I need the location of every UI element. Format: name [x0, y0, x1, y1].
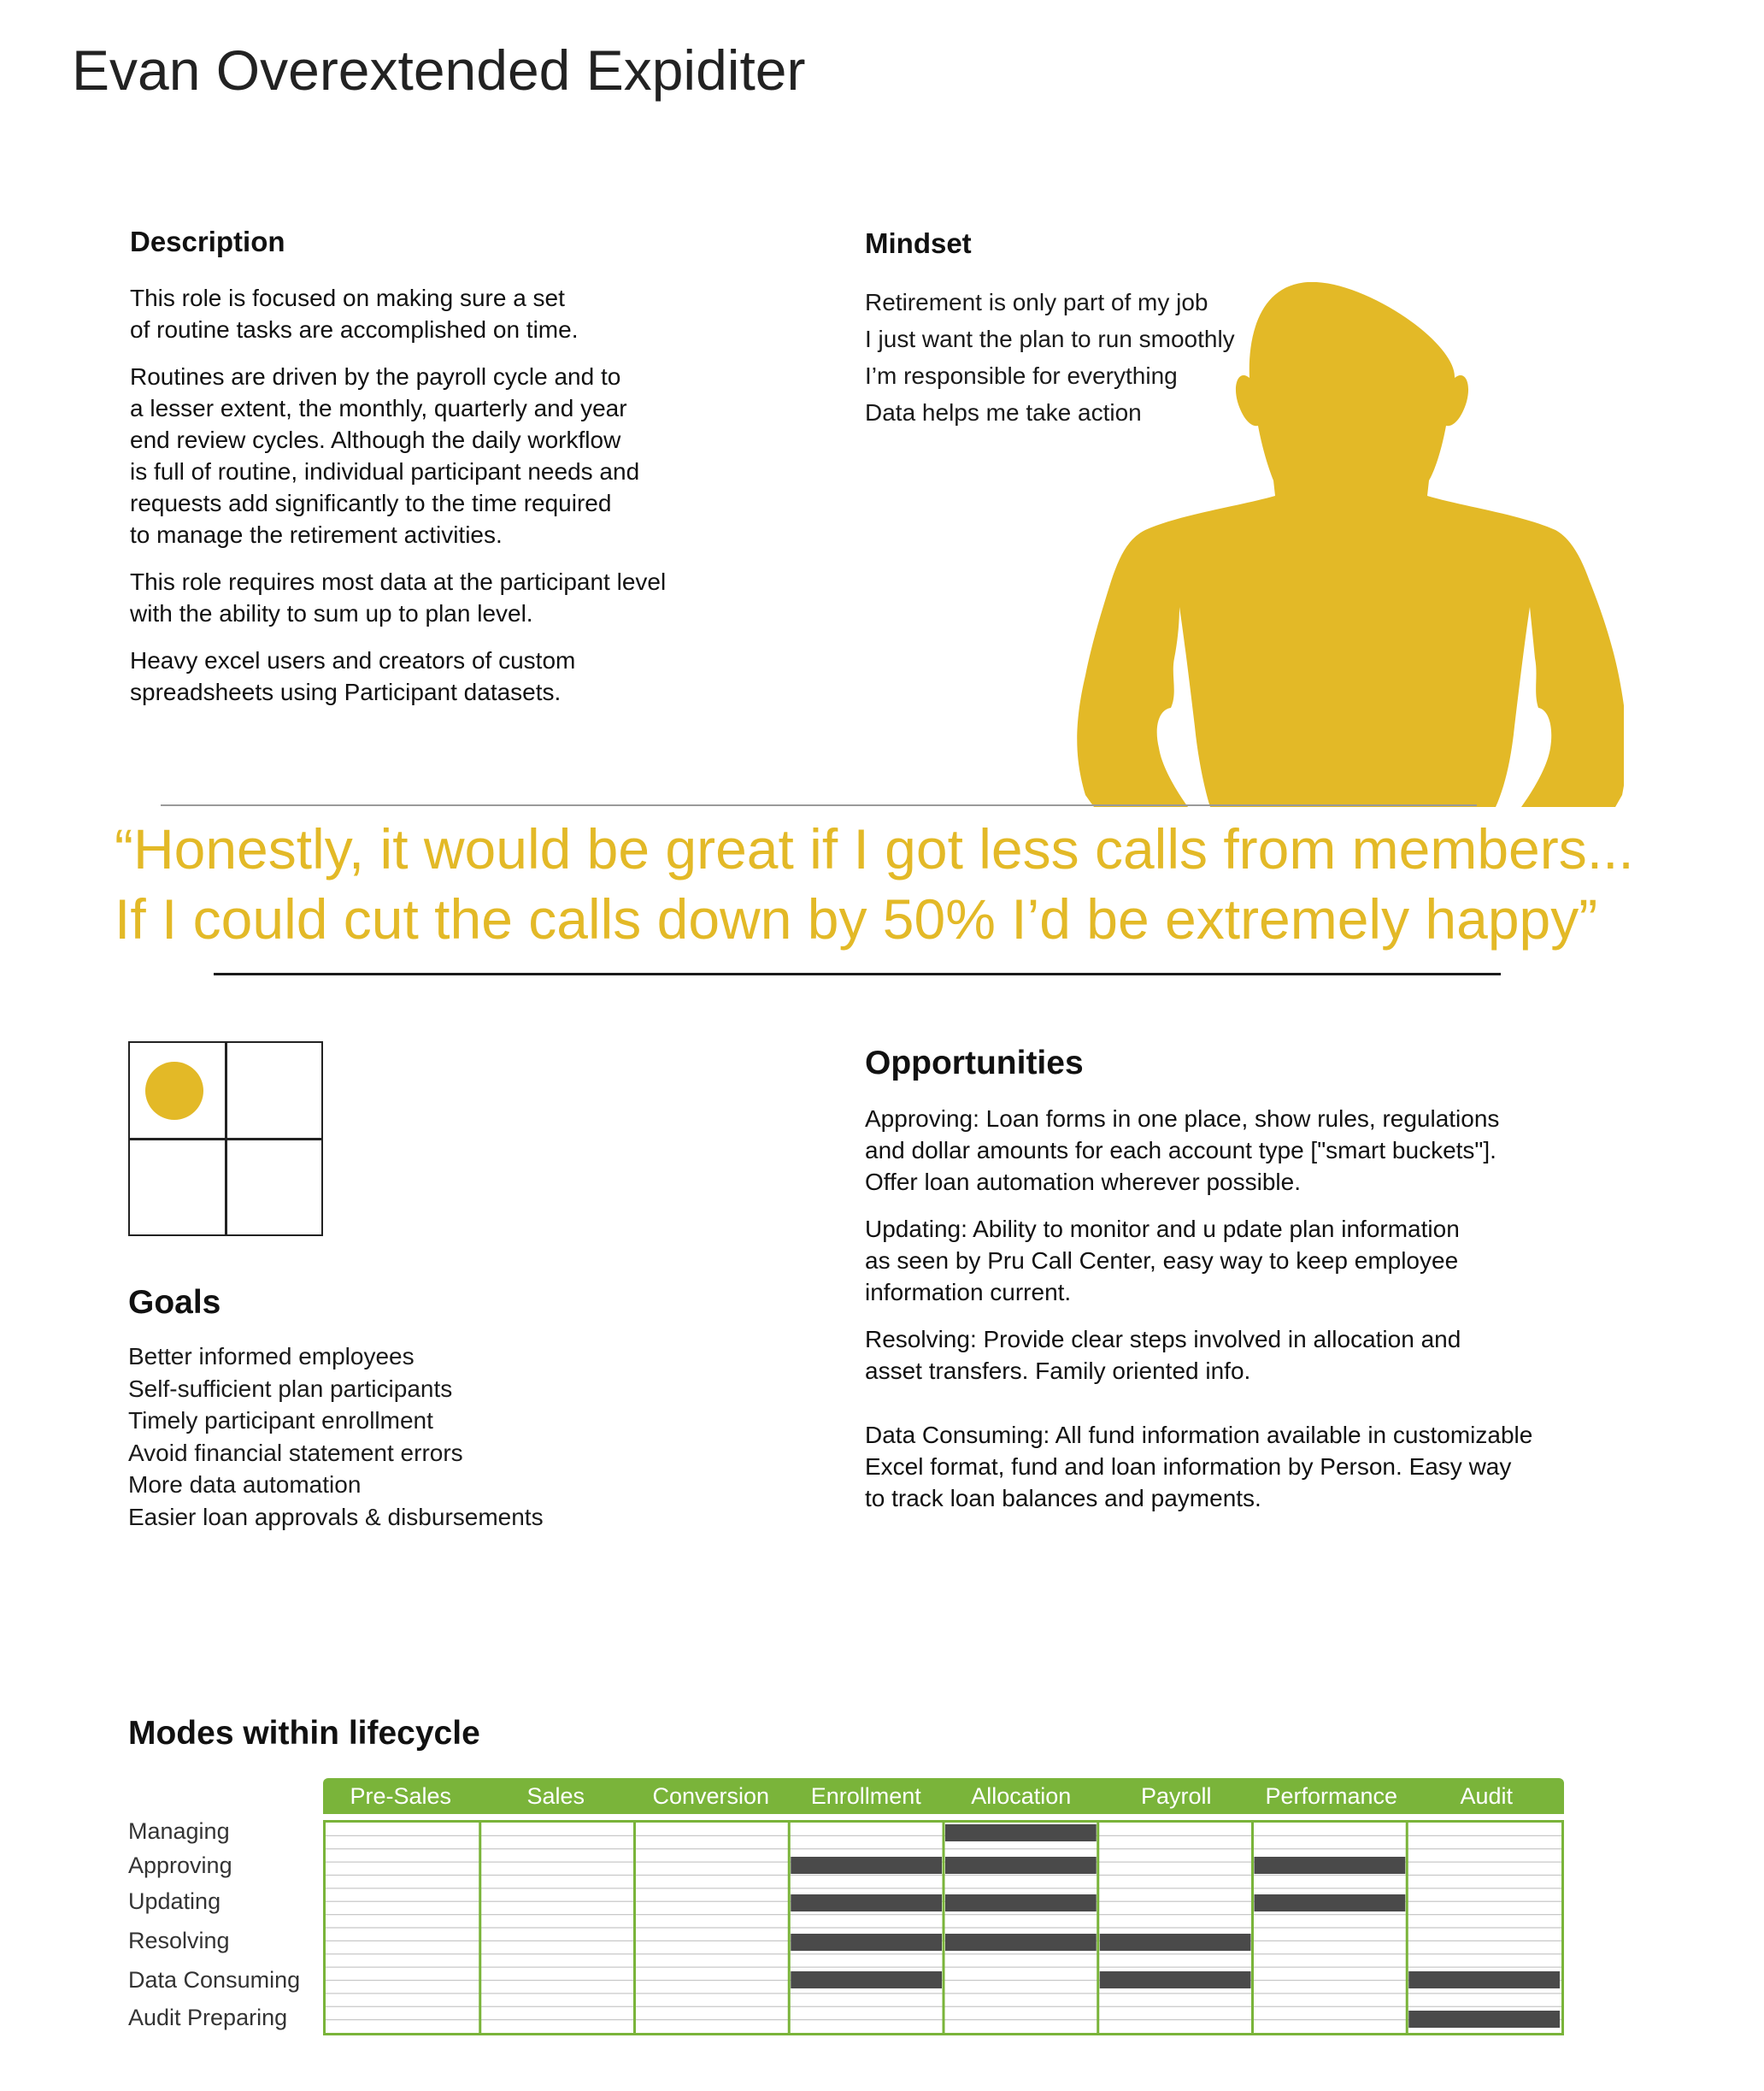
mindset-item: I’m responsible for everything — [865, 362, 1178, 389]
quadrant-marker-dot — [145, 1062, 203, 1120]
mindset-item: I just want the plan to run smoothly — [865, 326, 1235, 352]
mode-activity-bar — [945, 1894, 1097, 1911]
mode-label: Resolving — [128, 1928, 230, 1953]
page-title: Evan Overextended Expiditer — [72, 38, 806, 102]
mode-activity-bar — [791, 1934, 942, 1951]
stage-label: Pre-Sales — [350, 1783, 452, 1809]
mode-activity-bar — [1255, 1894, 1406, 1911]
mode-activity-bar — [945, 1857, 1097, 1874]
stage-label: Conversion — [652, 1783, 770, 1809]
modes-heading: Modes within lifecycle — [128, 1715, 480, 1752]
mode-activity-bar — [1408, 2011, 1560, 2028]
description-paragraph: This role is focused on making sure a set of routine tasks are accomplished on time. — [130, 285, 579, 343]
opportunity-paragraph: Approving: Loan forms in one place, show rules, regulations and dollar amounts for each account type ["smart buckets"]. Offer loan automation wherever possible. — [865, 1105, 1500, 1195]
opportunity-paragraph: Resolving: Provide clear steps involved in allocation and asset transfers. Family oriented info. — [865, 1326, 1461, 1384]
mode-activity-bar — [791, 1971, 942, 1988]
mode-label: Data Consuming — [128, 1967, 301, 1993]
mode-activity-bar — [945, 1824, 1097, 1841]
mode-label: Audit Preparing — [128, 2005, 288, 2030]
goal-item: Better informed employees — [128, 1343, 415, 1369]
description-paragraph: Routines are driven by the payroll cycle and to a lesser extent, the monthly, quarterly and year end review cycles. Although the daily workflow is full of routine, individual participant needs and requests add significantly to the time required to manage the retirement activities. — [130, 363, 640, 548]
opportunity-paragraph: Updating: Ability to monitor and u pdate plan information as seen by Pru Call Center, easy way to keep employee information current. — [865, 1216, 1460, 1305]
quote-divider-bottom — [214, 973, 1501, 975]
description-heading: Description — [130, 226, 285, 257]
mode-activity-bar — [945, 1934, 1097, 1951]
description-paragraph: This role requires most data at the participant level with the ability to sum up to plan level. — [130, 568, 667, 627]
quote-divider-top — [161, 804, 1477, 806]
goals-heading: Goals — [128, 1284, 221, 1321]
mode-activity-bar — [1100, 1971, 1251, 1988]
description-paragraph: Heavy excel users and creators of custom spreadsheets using Participant datasets. — [130, 647, 576, 705]
goal-item: Timely participant enrollment — [128, 1407, 433, 1434]
stage-label: Allocation — [971, 1783, 1072, 1809]
pull-quote: “Honestly, it would be great if I got less calls from members... If I could cut the calls down by 50% I’d be extremely happy” — [115, 817, 1634, 951]
mindset-heading: Mindset — [865, 227, 972, 259]
opportunities-body — [865, 1103, 1634, 1529]
mode-activity-bar — [1100, 1934, 1251, 1951]
description-body — [130, 282, 848, 723]
mindset-list — [865, 284, 1378, 431]
mode-activity-bar — [1408, 1971, 1560, 1988]
quadrant-diagram — [128, 1041, 323, 1236]
mindset-item: Data helps me take action — [865, 399, 1142, 426]
mode-lifecycle-grid — [323, 1820, 1564, 2035]
mindset-item: Retirement is only part of my job — [865, 289, 1208, 315]
stage-label: Payroll — [1140, 1783, 1212, 1809]
mode-activity-bar — [791, 1857, 942, 1874]
lifecycle-stage-header — [323, 1778, 1564, 1814]
goal-item: Easier loan approvals & disbursements — [128, 1503, 544, 1530]
mode-activity-bar — [1255, 1857, 1406, 1874]
opportunities-heading: Opportunities — [865, 1045, 1084, 1081]
quadrant-horizontal-divider — [130, 1138, 321, 1140]
goals-list — [128, 1340, 544, 1533]
mode-activity-bar — [791, 1894, 942, 1911]
opportunity-paragraph: Data Consuming: All fund information available in customizable Excel format, fund and loan information by Person. Easy way to track loan balances and payments. — [865, 1422, 1533, 1511]
mode-label: Approving — [128, 1852, 232, 1878]
mode-label: Managing — [128, 1818, 230, 1844]
goal-item: Avoid financial statement errors — [128, 1439, 463, 1466]
goal-item: Self-sufficient plan participants — [128, 1375, 453, 1402]
goal-item: More data automation — [128, 1471, 362, 1498]
stage-label: Sales — [526, 1783, 585, 1809]
stage-label: Performance — [1265, 1783, 1398, 1809]
mode-label: Updating — [128, 1888, 221, 1914]
stage-label: Audit — [1460, 1783, 1514, 1809]
stage-label: Enrollment — [810, 1783, 921, 1809]
